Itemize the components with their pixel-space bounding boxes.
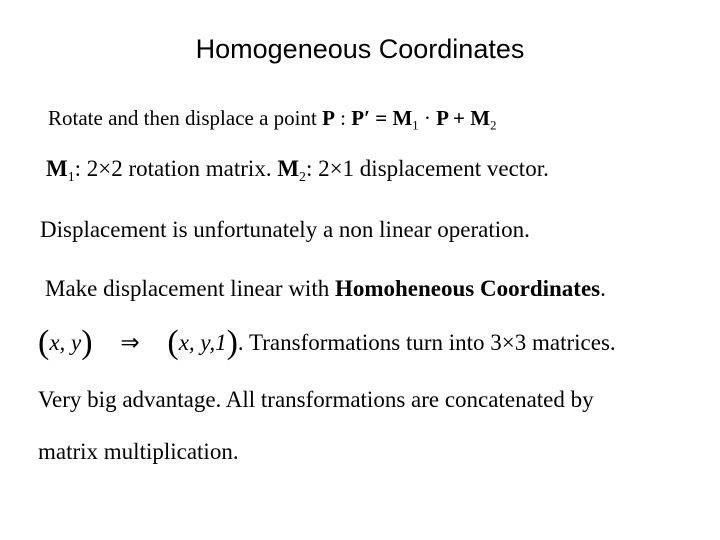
close-paren: ) (226, 324, 238, 361)
transformation-line (38, 324, 616, 362)
subscript: 2 (490, 118, 497, 133)
matrix-symbol: M (277, 156, 300, 181)
close-paren: ) (81, 324, 93, 361)
implies-arrow: ⇒ (120, 330, 140, 355)
bold-term: Homoheneous Coordinates (334, 276, 601, 301)
subscript: 2 (299, 168, 306, 184)
nonlinear-line: Displacement is unfortunately a non linear operation. (40, 217, 530, 242)
matrix-definition-line (46, 156, 549, 185)
equation-lhs: P′ = M (351, 106, 413, 130)
line-text: Make displacement linear with (45, 276, 330, 301)
matrix-symbol: M (46, 156, 68, 181)
line-text: Rotate and then displace a point (48, 106, 317, 130)
subscript: 1 (67, 168, 75, 184)
coord-xy1: x, y,1 (178, 330, 227, 355)
line-text: . Transformations turn into 3×3 matrices. (237, 330, 616, 355)
dot-operator: · (418, 106, 437, 130)
homogeneous-line (45, 276, 606, 302)
equation-rhs: P + M (436, 106, 491, 130)
coord-xy: x, y (49, 330, 82, 355)
rotate-displace-line (48, 106, 496, 133)
advantage-line: Very big advantage. All transformations are concatenated by (38, 387, 594, 412)
colon: : (334, 106, 352, 130)
multiplication-line: matrix multiplication. (38, 439, 239, 464)
subscript: 1 (412, 118, 419, 133)
slide-title: Homogeneous Coordinates (195, 34, 525, 64)
line-text: : 2×2 rotation matrix. (74, 156, 272, 181)
open-paren: ( (167, 324, 179, 361)
period: . (600, 276, 606, 301)
point-symbol: P (322, 106, 335, 130)
open-paren: ( (38, 324, 50, 361)
line-text: : 2×1 displacement vector. (305, 156, 549, 181)
